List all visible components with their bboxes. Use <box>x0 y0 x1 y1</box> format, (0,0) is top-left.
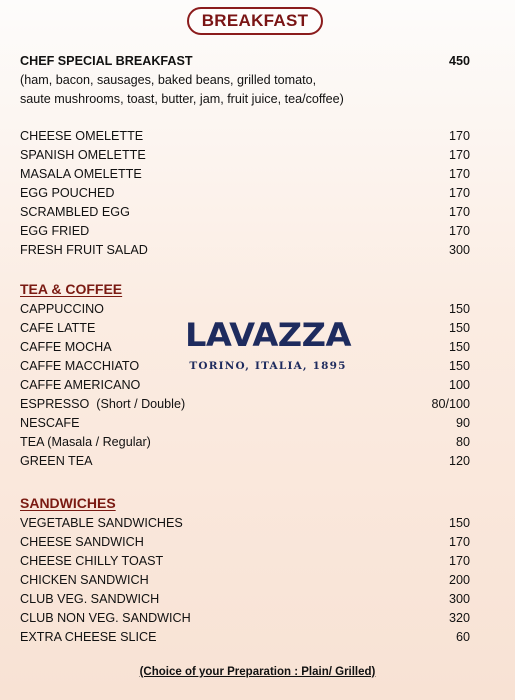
item-name: ESPRESSO (Short / Double) <box>20 397 186 411</box>
item-name: SPANISH OMELETTE <box>20 148 146 162</box>
item-name: CLUB VEG. SANDWICH <box>20 592 160 606</box>
item-name: VEGETABLE SANDWICHES <box>20 516 183 530</box>
section-heading-tea-coffee: TEA & COFFEE <box>20 281 123 297</box>
menu-item-chef-special <box>20 52 470 71</box>
item-price: 170 <box>448 535 470 549</box>
item-price: 200 <box>448 573 470 587</box>
preparation-note: (Choice of your Preparation : Plain/ Grilled) <box>139 666 376 678</box>
menu-item <box>20 127 470 146</box>
item-price: 170 <box>448 167 470 181</box>
item-price: 150 <box>448 359 470 373</box>
special-description-line-1: (ham, bacon, sausages, baked beans, grilled tomato, <box>20 73 317 87</box>
item-name: NESCAFE <box>20 416 80 430</box>
menu-item <box>20 146 470 165</box>
item-price: 100 <box>448 378 470 392</box>
item-price: 300 <box>448 243 470 257</box>
menu-item <box>20 609 470 628</box>
menu-item <box>20 452 470 471</box>
item-price: 450 <box>448 54 470 68</box>
item-name: CAFFE AMERICANO <box>20 378 141 392</box>
menu-item <box>20 571 470 590</box>
item-name: CHEESE SANDWICH <box>20 535 144 549</box>
menu-item <box>20 395 470 414</box>
item-name: CAFE LATTE <box>20 321 96 335</box>
menu-title: BREAKFAST <box>187 7 323 35</box>
item-price: 150 <box>448 321 470 335</box>
section-heading-sandwiches: SANDWICHES <box>20 495 116 511</box>
item-name: SCRAMBLED EGG <box>20 205 130 219</box>
item-name: EGG FRIED <box>20 224 90 238</box>
item-price: 300 <box>448 592 470 606</box>
menu-item <box>20 338 470 357</box>
item-name: EXTRA CHEESE SLICE <box>20 630 157 644</box>
item-price: 170 <box>448 186 470 200</box>
menu-item <box>20 300 470 319</box>
item-name: FRESH FRUIT SALAD <box>20 243 148 257</box>
menu-item <box>20 222 470 241</box>
menu-item <box>20 165 470 184</box>
item-name: CHEF SPECIAL BREAKFAST <box>20 54 193 68</box>
menu-item <box>20 376 470 395</box>
item-price: 120 <box>448 454 470 468</box>
menu-item <box>20 433 470 452</box>
menu-item <box>20 533 470 552</box>
item-name: CHEESE CHILLY TOAST <box>20 554 164 568</box>
menu-item <box>20 590 470 609</box>
item-name: CLUB NON VEG. SANDWICH <box>20 611 191 625</box>
item-name: TEA (Masala / Regular) <box>20 435 151 449</box>
item-name: CAFFE MACCHIATO <box>20 359 140 373</box>
item-name: CHICKEN SANDWICH <box>20 573 149 587</box>
item-name: CAFFE MOCHA <box>20 340 112 354</box>
item-price: 150 <box>448 516 470 530</box>
item-price: 80 <box>455 435 470 449</box>
menu-item <box>20 319 470 338</box>
item-price: 90 <box>455 416 470 430</box>
menu-item <box>20 414 470 433</box>
item-price: 170 <box>448 224 470 238</box>
menu-item <box>20 203 470 222</box>
item-price: 150 <box>448 302 470 316</box>
item-price: 170 <box>448 129 470 143</box>
menu-item <box>20 241 470 260</box>
item-name: EGG POUCHED <box>20 186 115 200</box>
logo-tagline: TORINO, ITALIA, 1895 <box>189 360 347 372</box>
item-price: 150 <box>448 340 470 354</box>
item-name: MASALA OMELETTE <box>20 167 142 181</box>
item-name: CHEESE OMELETTE <box>20 129 144 143</box>
menu-item <box>20 357 470 376</box>
menu-item <box>20 514 470 533</box>
item-name: GREEN TEA <box>20 454 93 468</box>
menu-item <box>20 552 470 571</box>
item-price: 170 <box>448 554 470 568</box>
special-description-line-2: saute mushrooms, toast, butter, jam, fruit juice, tea/coffee) <box>20 92 344 106</box>
item-name: CAPPUCCINO <box>20 302 104 316</box>
item-price: 170 <box>448 205 470 219</box>
menu-item <box>20 184 470 203</box>
item-price: 320 <box>448 611 470 625</box>
item-price: 60 <box>455 630 470 644</box>
item-price: 80/100 <box>431 397 470 411</box>
item-price: 170 <box>448 148 470 162</box>
logo-wordmark: LAVAZZA <box>185 316 351 354</box>
menu-item <box>20 628 470 647</box>
